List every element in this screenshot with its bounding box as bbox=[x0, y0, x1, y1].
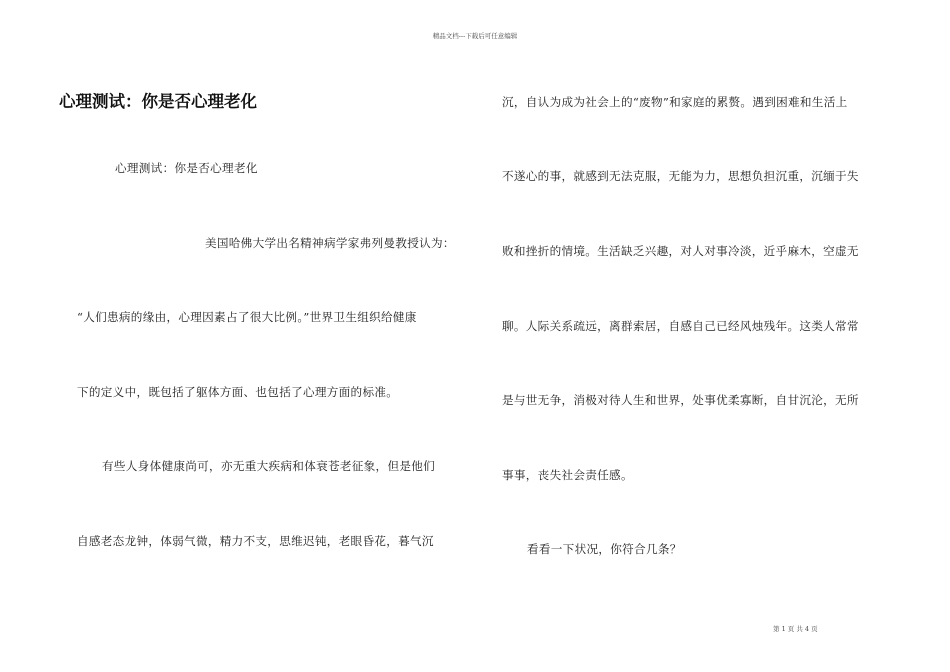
paragraph-line: 是与世无争，消极对待人生和世界，处事优柔寡断，自甘沉沦，无所 bbox=[502, 393, 859, 407]
paragraph-line: 聊。人际关系疏远，离群索居，自感自己已经风烛残年。这类人常常 bbox=[502, 319, 859, 333]
paragraph-line: 有些人身体健康尚可，亦无重大疾病和体衰苍老征象，但是他们 bbox=[102, 459, 436, 473]
paragraph-line: 美国哈佛大学出名精神病学家弗列曼教授认为： bbox=[205, 236, 455, 250]
paragraph-line: 沉，自认为成为社会上的“废物”和家庭的累赘。遇到困难和生活上 bbox=[502, 95, 848, 109]
paragraph-line: 心理测试：你是否心理老化 bbox=[115, 161, 258, 175]
document-title: 心理测试：你是否心理老化 bbox=[59, 92, 257, 111]
paragraph-line: 败和挫折的情境。生活缺乏兴趣，对人对事冷淡，近乎麻木，空虚无 bbox=[502, 244, 859, 258]
paragraph-line: 事事，丧失社会责任感。 bbox=[502, 468, 633, 482]
paragraph-line: “人们患病的缘由，心理因素占了很大比例。”世界卫生组织给健康 bbox=[77, 310, 417, 324]
paragraph-line: 下的定义中，既包括了躯体方面、也包括了心理方面的标准。 bbox=[77, 385, 399, 399]
page-header: 精品文档---下载后可任意编辑 bbox=[432, 32, 518, 40]
paragraph-line: 看看一下状况，你符合几条？ bbox=[527, 542, 682, 556]
paragraph-line: 不遂心的事，就感到无法克服，无能为力，思想负担沉重，沉缅于失 bbox=[502, 169, 859, 183]
page-number: 第 1 页 共 4 页 bbox=[773, 625, 818, 633]
paragraph-line: 自感老态龙钟，体弱气微，精力不支，思维迟钝，老眼昏花，暮气沉 bbox=[77, 534, 434, 548]
